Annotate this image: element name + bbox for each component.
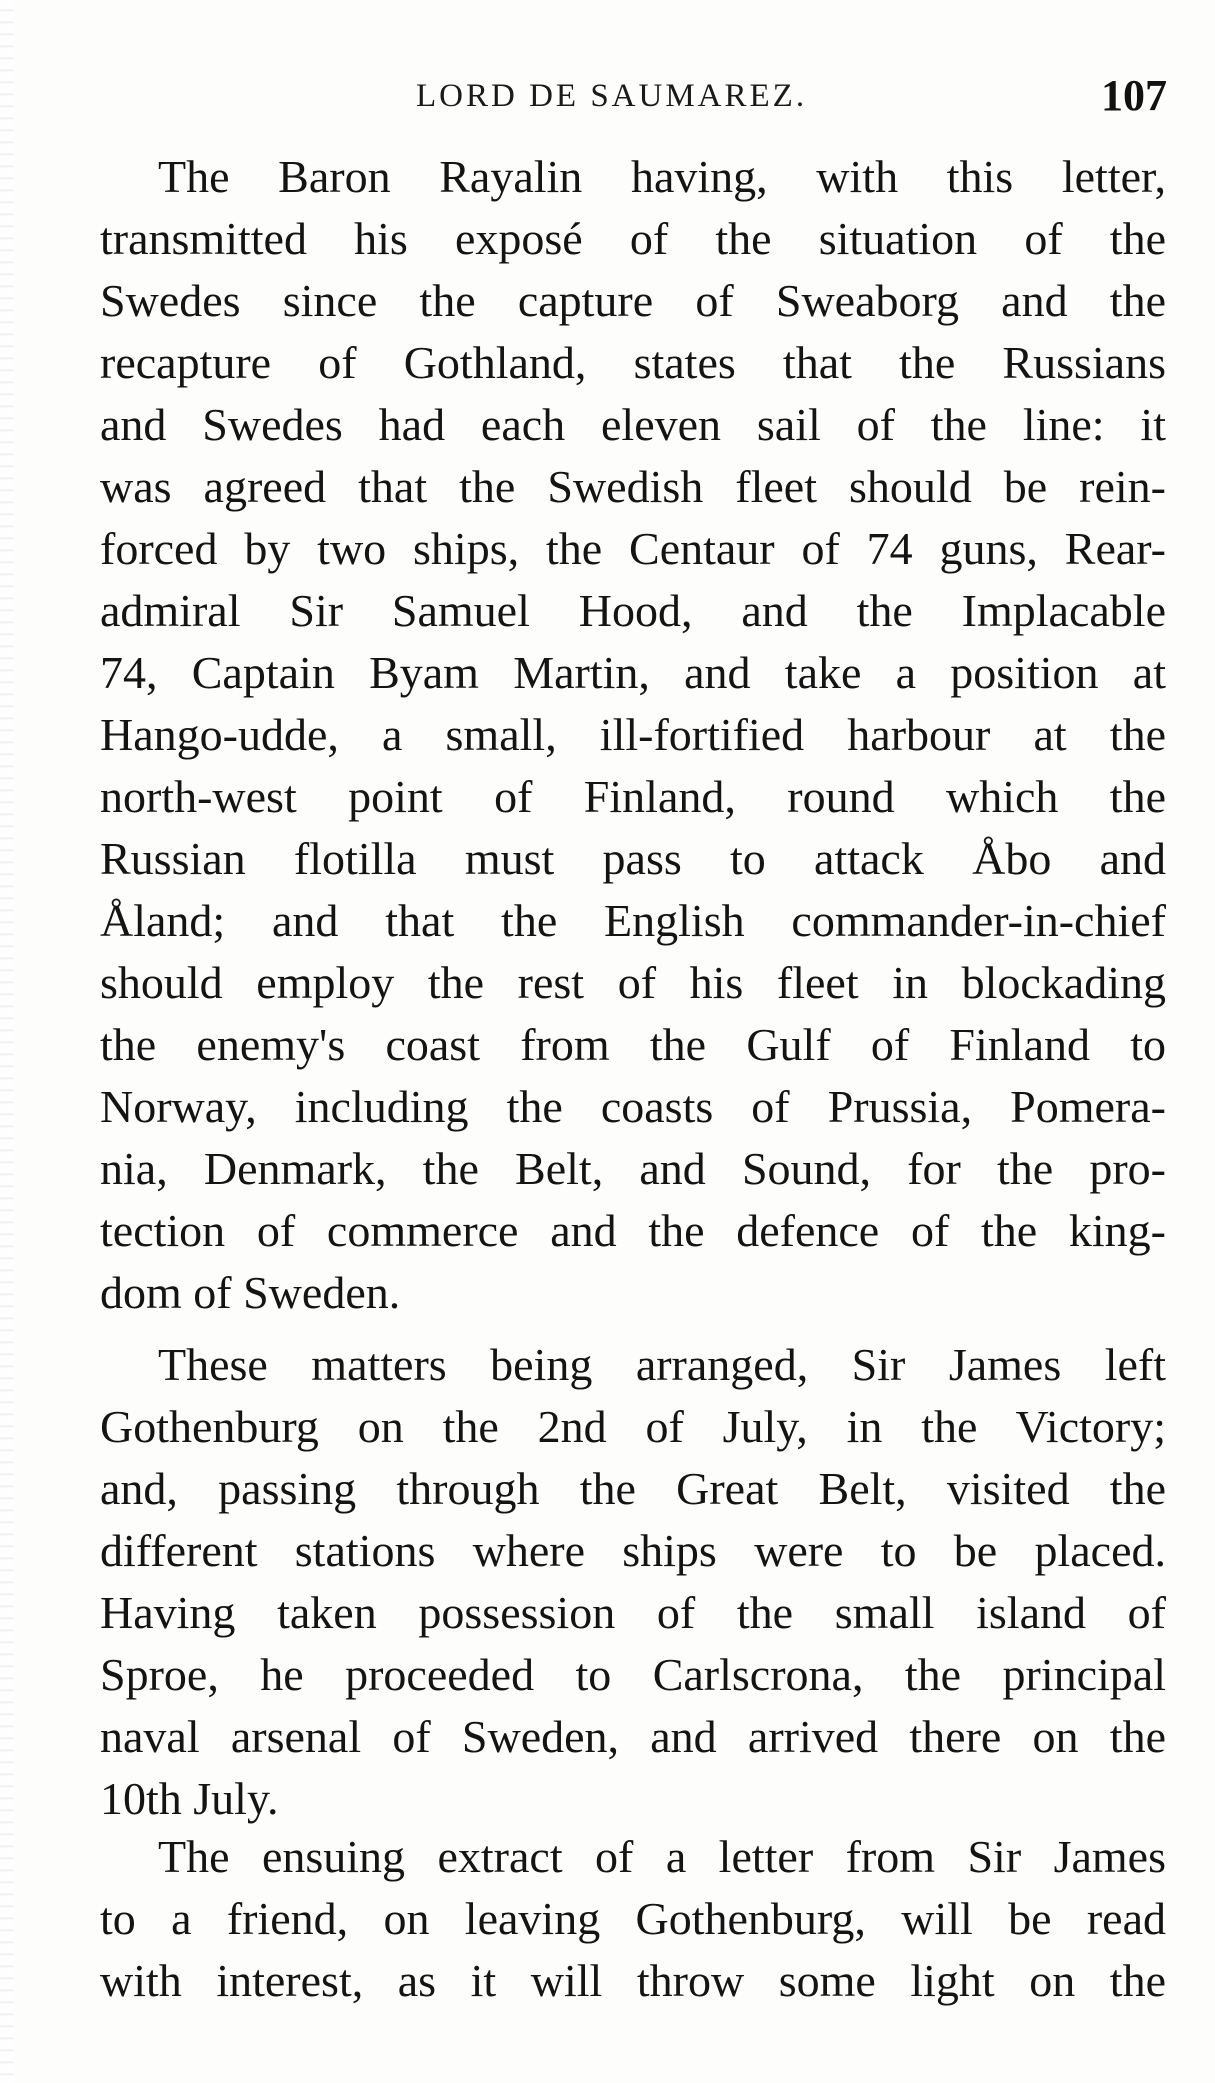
page-number: 107 [1101,71,1167,120]
text-line: with interest, as it will throw some light on the [100,1955,1166,2006]
page-header [100,70,1167,130]
text-line: naval arsenal of Sweden, and arrived there on the [100,1711,1166,1762]
text-line: Swedes since the capture of Sweaborg and the [100,275,1166,326]
text-line: and, passing through the Great Belt, visited the [100,1463,1166,1514]
paragraph-1 [100,146,1166,1324]
text-line: Having taken possession of the small island of [100,1587,1166,1638]
text-line: Hango-udde, a small, ill-fortified harbour at the [100,709,1166,760]
text-line: Gothenburg on the 2nd of July, in the Victory; [100,1401,1166,1452]
text-line: The ensuing extract of a letter from Sir James [158,1831,1166,1882]
text-line: and Swedes had each eleven sail of the line: it [100,399,1166,450]
text-line: The Baron Rayalin having, with this letter, [158,151,1166,202]
text-line: tection of commerce and the defence of the king- [100,1205,1166,1256]
text-line: Sproe, he proceeded to Carlscrona, the principal [100,1649,1166,1700]
text-line: north-west point of Finland, round which the [100,771,1166,822]
text-line: Norway, including the coasts of Prussia, Pomera- [100,1081,1166,1132]
text-line: was agreed that the Swedish fleet should be rein- [100,461,1166,512]
text-line: These matters being arranged, Sir James left [158,1339,1166,1390]
text-line: the enemy's coast from the Gulf of Finland to [100,1019,1166,1070]
text-line: admiral Sir Samuel Hood, and the Implacable [100,585,1166,636]
paragraph-3 [100,1826,1166,2012]
text-line: to a friend, on leaving Gothenburg, will be read [100,1893,1166,1944]
text-line: Russian flotilla must pass to attack Åbo and [100,833,1166,884]
text-line: should employ the rest of his fleet in blockading [100,957,1166,1008]
text-line: Åland; and that the English commander-in-chief [100,895,1166,946]
text-line: 10th July. [100,1773,279,1824]
paragraph-2 [100,1334,1166,1830]
text-line: forced by two ships, the Centaur of 74 guns, Rear- [100,523,1166,574]
page-gutter-edge [0,0,14,2083]
text-line: recapture of Gothland, states that the Russians [100,337,1166,388]
text-line: nia, Denmark, the Belt, and Sound, for the pro- [100,1143,1166,1194]
text-line: dom of Sweden. [100,1267,401,1318]
running-head: LORD DE SAUMAREZ. [416,78,808,114]
text-line: different stations where ships were to be placed. [100,1525,1166,1576]
text-line: transmitted his exposé of the situation of the [100,213,1166,264]
text-line: 74, Captain Byam Martin, and take a position at [100,647,1166,698]
